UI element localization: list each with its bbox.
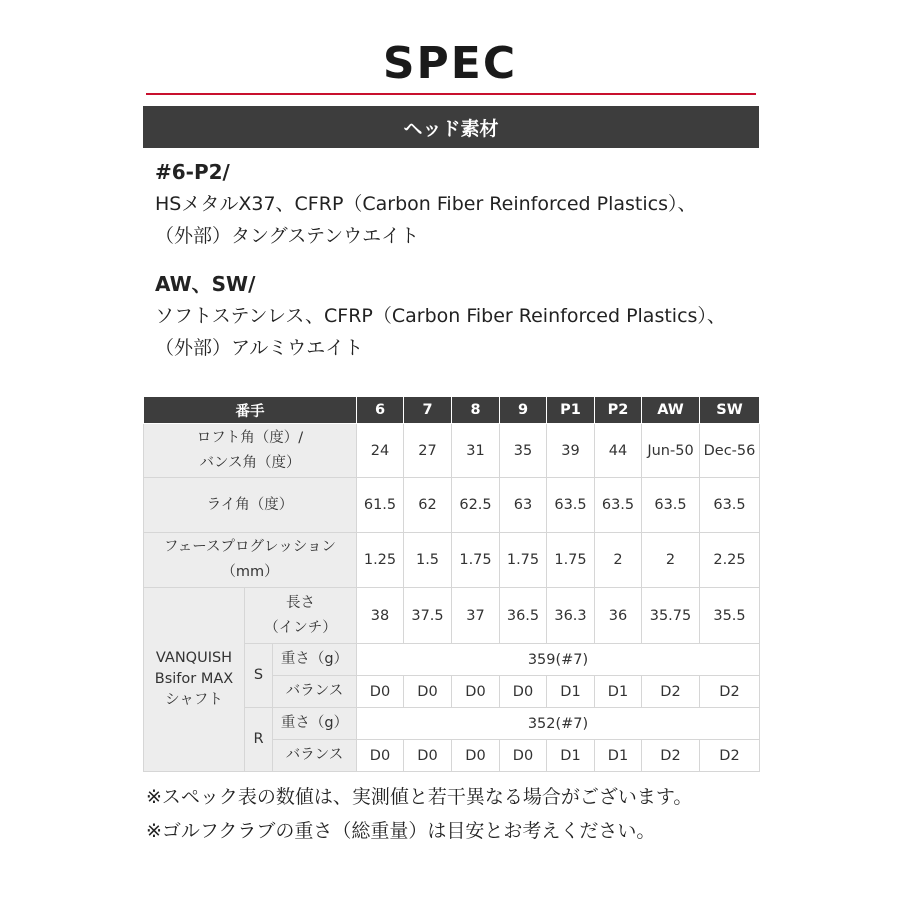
table-cell: D0: [500, 676, 547, 708]
table-cell: 63.5: [595, 478, 642, 533]
row-label-balance: バランス: [273, 676, 357, 708]
table-cell: D1: [595, 740, 642, 772]
table-cell: D1: [547, 740, 595, 772]
table-cell: 1.5: [404, 533, 452, 588]
table-cell: 1.75: [452, 533, 500, 588]
flex-label-s: S: [245, 644, 273, 708]
table-cell: D2: [642, 740, 700, 772]
section-header-head-material: ヘッド素材: [143, 106, 759, 148]
table-cell: 35.5: [700, 588, 760, 644]
table-cell: 2: [595, 533, 642, 588]
table-cell: D1: [547, 676, 595, 708]
header-col: 7: [404, 397, 452, 424]
table-cell: D0: [357, 676, 404, 708]
row-label-lie: ライ角（度）: [144, 478, 357, 533]
header-col: 9: [500, 397, 547, 424]
table-cell: 63.5: [547, 478, 595, 533]
page-title: SPEC: [382, 38, 518, 89]
table-cell: 27: [404, 424, 452, 478]
header-col: 8: [452, 397, 500, 424]
header-col: P2: [595, 397, 642, 424]
table-cell: 1.25: [357, 533, 404, 588]
row-label-length: [245, 588, 357, 644]
table-cell: D2: [700, 676, 760, 708]
header-col: SW: [700, 397, 760, 424]
table-cell: Jun-50: [642, 424, 700, 478]
row-label-progression: [144, 533, 357, 588]
table-header-row: [144, 397, 760, 424]
header-col: P1: [547, 397, 595, 424]
table-cell: 63.5: [700, 478, 760, 533]
table-cell: 38: [357, 588, 404, 644]
table-cell: 35.75: [642, 588, 700, 644]
table-cell: D0: [452, 740, 500, 772]
table-cell: 35: [500, 424, 547, 478]
row-label-weight: 重さ（g）: [273, 644, 357, 676]
row-label-weight: 重さ（g）: [273, 708, 357, 740]
material-block-6-p2: [155, 156, 696, 252]
table-cell: D0: [500, 740, 547, 772]
row-label-line: ロフト角（度）/: [196, 429, 304, 446]
table-cell: D0: [357, 740, 404, 772]
note-line: ※ゴルフクラブの重さ（総重量）は目安とお考えください。: [146, 820, 656, 842]
row-label-balance: バランス: [273, 740, 357, 772]
flex-label-r: R: [245, 708, 273, 772]
table-row-progression: [144, 533, 760, 588]
table-cell: Dec-56: [700, 424, 760, 478]
title-divider: [146, 93, 756, 95]
table-cell: 2: [642, 533, 700, 588]
table-cell: 36.3: [547, 588, 595, 644]
table-cell: 62.5: [452, 478, 500, 533]
material-heading: AW、SW/: [155, 272, 256, 296]
table-cell-weight: 352(#7): [357, 708, 760, 740]
header-col: 6: [357, 397, 404, 424]
material-heading: #6-P2/: [155, 160, 230, 184]
row-label-line: （mm）: [221, 564, 279, 580]
row-label-line: フェースプログレッション: [163, 539, 337, 555]
material-line: （外部）タングステンウエイト: [155, 225, 420, 247]
material-line: ソフトステンレス、CFRP（Carbon Fiber Reinforced Plastics）、: [155, 305, 726, 327]
table-cell: D0: [404, 676, 452, 708]
table-cell: D2: [642, 676, 700, 708]
table-cell: D0: [452, 676, 500, 708]
shaft-name-line: Bsifor MAX: [154, 671, 234, 687]
table-cell: 37: [452, 588, 500, 644]
row-label-line: 長さ: [286, 594, 315, 611]
row-label-line: （インチ）: [264, 619, 337, 636]
table-cell: 24: [357, 424, 404, 478]
material-line: （外部）アルミウエイト: [155, 337, 364, 359]
row-label-line: バンス角（度）: [199, 454, 301, 471]
material-line: HSメタルX37、CFRP（Carbon Fiber Reinforced Plastics）、: [155, 193, 697, 215]
table-cell: 37.5: [404, 588, 452, 644]
table-row-loft: [144, 424, 760, 478]
table-cell: 36.5: [500, 588, 547, 644]
table-cell: 1.75: [547, 533, 595, 588]
table-cell: 1.75: [500, 533, 547, 588]
shaft-name-line: VANQUISH: [155, 650, 233, 666]
notes: [146, 780, 692, 848]
table-cell: 39: [547, 424, 595, 478]
header-club-number: 番手: [144, 397, 357, 424]
shaft-name-line: シャフト: [165, 692, 223, 708]
note-line: ※スペック表の数値は、実測値と若干異なる場合がございます。: [146, 786, 693, 808]
material-block-aw-sw: [155, 268, 726, 364]
table-cell: 2.25: [700, 533, 760, 588]
table-cell: 62: [404, 478, 452, 533]
table-cell: 44: [595, 424, 642, 478]
table-cell: 36: [595, 588, 642, 644]
spec-table: [143, 396, 760, 772]
shaft-name: [144, 588, 245, 772]
table-cell: D1: [595, 676, 642, 708]
table-cell: D2: [700, 740, 760, 772]
table-cell-weight: 359(#7): [357, 644, 760, 676]
table-cell: 63: [500, 478, 547, 533]
table-cell: 63.5: [642, 478, 700, 533]
row-label-loft: [144, 424, 357, 478]
table-cell: 61.5: [357, 478, 404, 533]
header-col: AW: [642, 397, 700, 424]
table-cell: D0: [404, 740, 452, 772]
table-row-lie: [144, 478, 760, 533]
table-cell: 31: [452, 424, 500, 478]
table-row-length: [144, 588, 760, 644]
